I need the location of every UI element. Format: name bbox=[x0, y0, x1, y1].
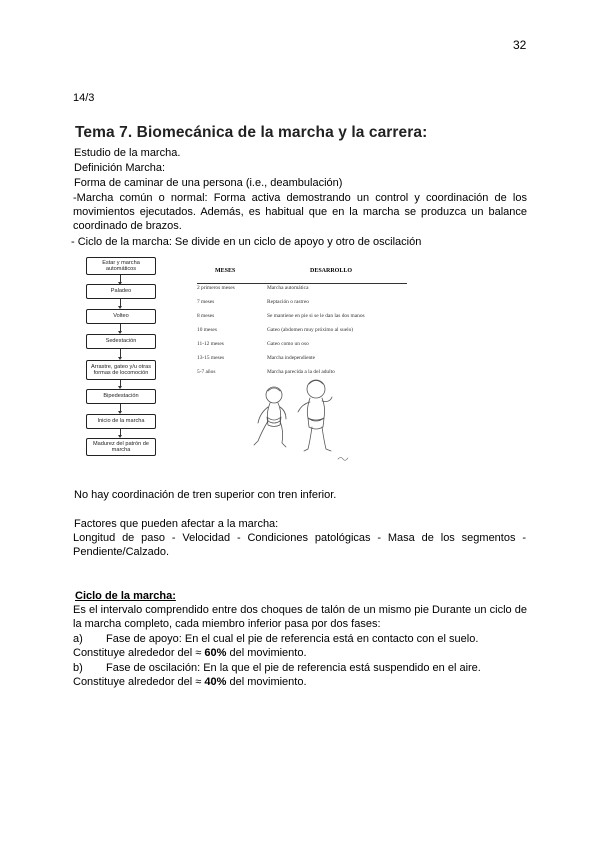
table-cell-meses: 5-7 años bbox=[197, 369, 216, 375]
line-estudio: Estudio de la marcha. bbox=[74, 147, 181, 159]
table-cell-meses: 10 meses bbox=[197, 327, 217, 333]
table-cell-desarrollo: Marcha automática bbox=[267, 285, 309, 291]
table-cell-meses: 7 meses bbox=[197, 299, 215, 305]
paragraph-factores-list: Longitud de paso - Velocidad - Condiciones patológicas - Masa de los segmentos - Pendiente/Calzado. bbox=[73, 532, 526, 558]
table-cell-desarrollo: Reptación o rastreo bbox=[267, 299, 309, 305]
table-cell-desarrollo: Marcha parecida a la del adulto bbox=[267, 369, 335, 375]
flow-step: Arrastre, gateo y/u otras formas de locomoción bbox=[86, 360, 156, 380]
flow-step: Madurez del patrón de marcha bbox=[86, 438, 156, 456]
paragraph-ciclo-intro: Es el intervalo comprendido entre dos choques de talón de un mismo pie Durante un ciclo de la marcha completo, cada miembro inferior pasa por dos fases: bbox=[73, 604, 527, 630]
table-row bbox=[197, 299, 309, 305]
flow-step: Paladeo bbox=[86, 284, 156, 299]
line-definicion: Definición Marcha: bbox=[74, 162, 166, 174]
flow-step: Inicio de la marcha bbox=[86, 414, 156, 429]
table-row bbox=[197, 341, 309, 347]
table-cell-desarrollo: Marcha independiente bbox=[267, 355, 316, 361]
table-cell-desarrollo: Gateo como un oso bbox=[267, 341, 309, 347]
flow-arrow bbox=[120, 429, 121, 435]
table-cell-meses: 8 meses bbox=[197, 313, 215, 319]
table-cell-meses: 2 primeros meses bbox=[197, 285, 235, 291]
table-cell-desarrollo: Se mantiene en pie si se le dan las dos manos bbox=[267, 313, 365, 319]
phase-a-text: Fase de apoyo: En el cual el pie de referencia está en contacto con el suelo. bbox=[106, 633, 479, 645]
table-cell-meses: 13-15 meses bbox=[197, 355, 225, 361]
table-header-desarrollo: DESARROLLO bbox=[310, 268, 353, 274]
page-number: 32 bbox=[513, 38, 527, 52]
table-cell-desarrollo: Gateo (abdomen muy próximo al suelo) bbox=[267, 327, 354, 333]
phase-b-percentage-line bbox=[73, 675, 307, 689]
flow-arrow bbox=[120, 380, 121, 386]
flow-step: Volteo bbox=[86, 309, 156, 324]
table-row bbox=[197, 327, 353, 333]
table-row bbox=[197, 285, 308, 291]
phase-b-percentage: 40% bbox=[204, 676, 227, 688]
line-factores: Factores que pueden afectar a la marcha: bbox=[74, 518, 279, 530]
phase-a-suffix: del movimiento. bbox=[226, 647, 307, 659]
table-header-meses: MESES bbox=[215, 268, 236, 274]
section-heading-ciclo: Ciclo de la marcha: bbox=[75, 590, 176, 602]
phase-a-percentage-line bbox=[73, 646, 307, 660]
flow-step: Bipedestación bbox=[86, 389, 156, 404]
table-row bbox=[197, 355, 315, 361]
phase-b-text: Fase de oscilación: En la que el pie de referencia está suspendido en el aire. bbox=[106, 662, 481, 674]
flow-arrow bbox=[120, 324, 121, 331]
phase-b-suffix: del movimiento. bbox=[226, 676, 307, 688]
line-no-coordinacion: No hay coordinación de tren superior con tren inferior. bbox=[74, 489, 337, 501]
paragraph-marcha-comun: -Marcha común o normal: Forma activa demostrando un control y coordinación de los movimientos ejecutados. Además, es habitual que en la marcha se produzca un balance coordinado de brazos. bbox=[73, 192, 527, 232]
phase-a-percentage: 60% bbox=[204, 647, 227, 659]
toddlers-illustration bbox=[252, 369, 352, 464]
line-ciclo-intro: - Ciclo de la marcha: Se divide en un ciclo de apoyo y otro de oscilación bbox=[71, 236, 422, 248]
flow-arrow bbox=[120, 275, 121, 282]
phase-marker-b: b) bbox=[73, 662, 83, 674]
table-row bbox=[197, 313, 365, 319]
flow-arrow bbox=[120, 349, 121, 357]
phase-a-prefix: Constituye alrededor del ≈ bbox=[73, 647, 205, 659]
flow-arrow bbox=[120, 404, 121, 411]
phase-b-prefix: Constituye alrededor del ≈ bbox=[73, 676, 205, 688]
line-forma: Forma de caminar de una persona (i.e., deambulación) bbox=[74, 177, 343, 189]
flow-step: Sedestación bbox=[86, 334, 156, 349]
flow-arrow bbox=[120, 299, 121, 306]
table-rule bbox=[197, 283, 407, 284]
flow-step: Estar y marcha automáticos bbox=[86, 257, 156, 275]
table-cell-meses: 11-12 meses bbox=[197, 341, 224, 347]
development-figure bbox=[74, 251, 448, 468]
page-title: Tema 7. Biomecánica de la marcha y la carrera: bbox=[75, 124, 428, 141]
date-label: 14/3 bbox=[73, 92, 95, 104]
phase-marker-a: a) bbox=[73, 633, 83, 645]
